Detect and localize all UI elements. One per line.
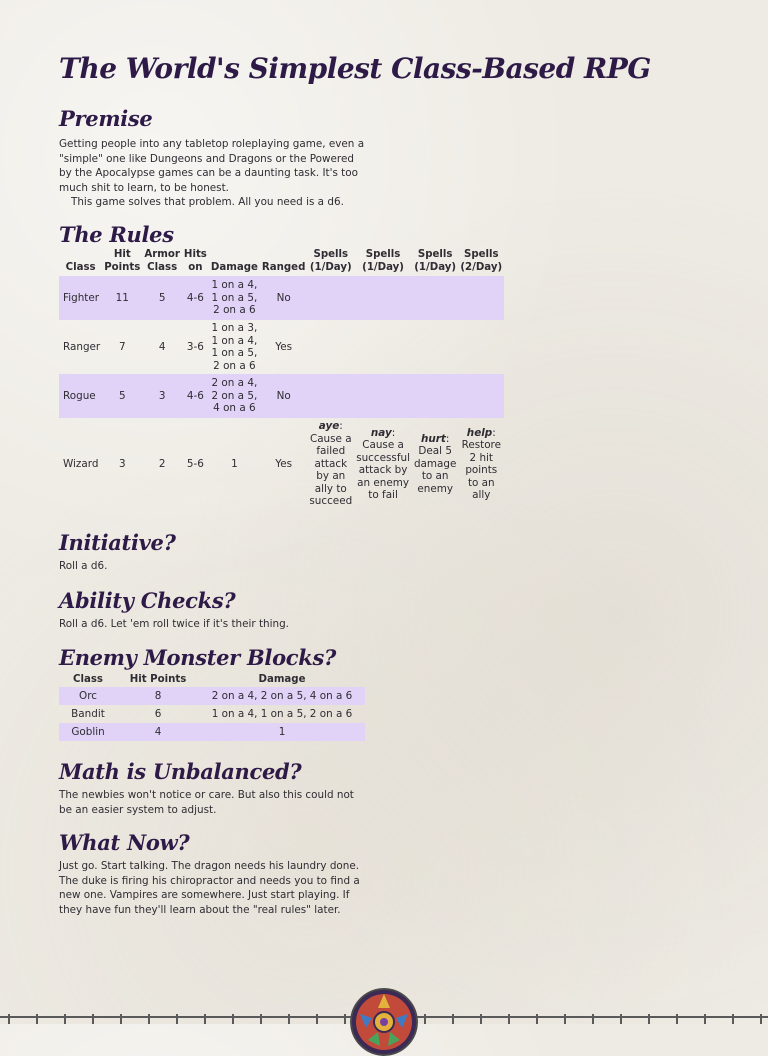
ability-text: Roll a d6. Let 'em roll twice if it's their thing. bbox=[59, 618, 289, 630]
class-row-wizard bbox=[59, 418, 504, 510]
monster-row-orc bbox=[59, 687, 365, 705]
class-row-rogue bbox=[59, 374, 504, 418]
monster-table-header bbox=[59, 672, 365, 687]
monster-damage: 1 on a 4, 1 on a 5, 2 on a 6 bbox=[211, 708, 353, 720]
spell-help: help: Restore 2 hit points to an ally bbox=[461, 426, 501, 501]
monster-hit-points: 8 bbox=[117, 687, 199, 705]
class-name: Wizard bbox=[63, 457, 99, 470]
premise-paragraph-2: This game solves that problem. All you need is a d6. bbox=[71, 196, 344, 208]
ability-section bbox=[59, 588, 369, 632]
class-table-header bbox=[59, 249, 504, 276]
hit-points: 7 bbox=[118, 340, 126, 353]
math-section bbox=[59, 759, 364, 817]
initiative-heading: Initiative? bbox=[59, 530, 176, 555]
armor-class: 5 bbox=[142, 276, 182, 320]
premise-paragraph-1: Getting people into any tabletop roleplaying game, even a "simple" one like Dungeons and Dragons or the Powered by the Apocalypse games can be a daunting task. It's too much shit to learn, to be honest. bbox=[59, 138, 365, 194]
monster-table bbox=[59, 672, 365, 741]
hits-on: 3-6 bbox=[186, 340, 204, 353]
spell-aye: aye: Cause a failed attack by an ally to succeed bbox=[309, 420, 353, 508]
class-name: Ranger bbox=[63, 340, 101, 353]
damage: 2 on a 4, 2 on a 5, 4 on a 6 bbox=[209, 374, 260, 418]
armor-class: 3 bbox=[142, 374, 182, 418]
spell-desc: Deal 5 damage to an enemy bbox=[413, 445, 457, 495]
spell-name: nay bbox=[370, 426, 392, 439]
monster-hit-points: 4 bbox=[117, 723, 199, 741]
damage: 1 on a 4, 1 on a 5, 2 on a 6 bbox=[209, 276, 260, 320]
spell-name: hurt bbox=[420, 432, 446, 445]
whatnow-heading: What Now? bbox=[59, 830, 190, 855]
hits-on: 5-6 bbox=[186, 457, 204, 470]
rules-heading: The Rules bbox=[59, 222, 174, 247]
spell-name: aye bbox=[318, 420, 340, 433]
col-class: Class bbox=[65, 261, 96, 273]
whatnow-section bbox=[59, 830, 369, 917]
damage: 1 on a 3, 1 on a 4, 1 on a 5, 2 on a 6 bbox=[211, 322, 258, 372]
class-table bbox=[59, 249, 504, 510]
initiative-text: Roll a d6. bbox=[59, 560, 108, 572]
col-damage: Damage bbox=[210, 261, 258, 273]
col-spells-nay: Spells (1/Day) bbox=[362, 249, 404, 273]
col-hit-points: Hit Points bbox=[129, 674, 187, 685]
ranged: Yes bbox=[275, 340, 293, 353]
hit-points: 3 bbox=[118, 457, 126, 470]
hits-on: 4-6 bbox=[182, 276, 209, 320]
monster-damage: 1 bbox=[199, 723, 365, 741]
rose-window-icon bbox=[350, 988, 418, 1056]
page-title: The World's Simplest Class-Based RPG bbox=[59, 52, 651, 85]
col-class: Class bbox=[73, 674, 103, 685]
monster-class: Goblin bbox=[59, 723, 117, 741]
spell-desc: Cause a successful attack by an enemy to fail bbox=[356, 439, 410, 501]
col-spells-hurt: Spells (1/Day) bbox=[414, 249, 457, 273]
math-text: The newbies won't notice or care. But also this could not be an easier system to adjust. bbox=[59, 789, 354, 816]
col-hit-points: Hit Points bbox=[104, 249, 141, 273]
class-row-ranger bbox=[59, 320, 504, 374]
class-row-fighter bbox=[59, 276, 504, 320]
spell-desc: Cause a failed attack by an ally to succeed bbox=[309, 432, 353, 508]
whatnow-text: Just go. Start talking. The dragon needs his laundry done. The duke is firing his chiropractor and needs you to find a new one. Vampires are somewhere. Just start playing. If they have fun they'll learn about the "real rules" later. bbox=[59, 860, 360, 916]
col-damage: Damage bbox=[258, 674, 306, 685]
math-heading: Math is Unbalanced? bbox=[59, 759, 302, 784]
col-spells-aye: Spells (1/Day) bbox=[309, 249, 352, 273]
premise-section bbox=[59, 106, 369, 210]
ability-heading: Ability Checks? bbox=[59, 588, 236, 613]
col-spells-help: Spells (2/Day) bbox=[460, 249, 503, 273]
monsters-section bbox=[59, 645, 365, 741]
col-ranged: Ranged bbox=[261, 261, 306, 273]
col-hits-on: Hits on bbox=[183, 249, 207, 273]
ranged: No bbox=[260, 276, 307, 320]
monster-class: Orc bbox=[59, 687, 117, 705]
monster-hit-points: 6 bbox=[154, 708, 162, 720]
spell-nay: nay: Cause a successful attack by an enemy to fail bbox=[356, 426, 410, 501]
monster-row-goblin bbox=[59, 723, 365, 741]
hits-on: 4-6 bbox=[182, 374, 209, 418]
ranged: Yes bbox=[275, 457, 293, 470]
spell-name: help bbox=[466, 426, 493, 439]
damage: 1 bbox=[231, 457, 238, 470]
hit-points: 11 bbox=[102, 276, 142, 320]
class-name: Fighter bbox=[59, 276, 102, 320]
spell-hurt: hurt: Deal 5 damage to an enemy bbox=[413, 432, 457, 495]
rules-section bbox=[59, 222, 504, 510]
col-armor-class: Armor Class bbox=[144, 249, 180, 273]
spell-desc: Restore 2 hit points to an ally bbox=[461, 439, 501, 501]
monster-class: Bandit bbox=[71, 708, 105, 720]
initiative-section bbox=[59, 530, 369, 574]
armor-class: 2 bbox=[158, 457, 166, 470]
monsters-heading: Enemy Monster Blocks? bbox=[59, 645, 337, 670]
premise-heading: Premise bbox=[59, 106, 153, 131]
monster-damage: 2 on a 4, 2 on a 5, 4 on a 6 bbox=[199, 687, 365, 705]
class-name: Rogue bbox=[59, 374, 102, 418]
hit-points: 5 bbox=[102, 374, 142, 418]
armor-class: 4 bbox=[158, 340, 166, 353]
monster-row-bandit bbox=[59, 705, 365, 723]
ranged: No bbox=[260, 374, 307, 418]
